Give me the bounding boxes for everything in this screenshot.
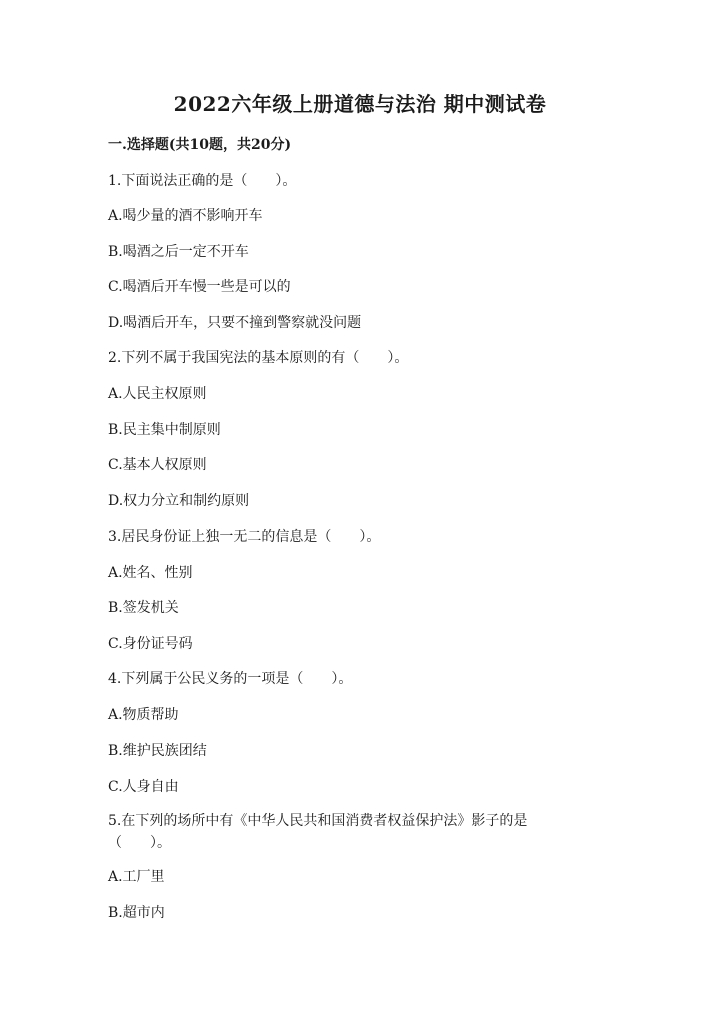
page-title: 2022六年级上册道德与法治 期中测试卷 bbox=[173, 92, 547, 116]
question-stem: 3.居民身份证上独一无二的信息是（ ）。 bbox=[108, 529, 381, 545]
answer-option: B.超市内 bbox=[108, 905, 165, 921]
question-stem: 4.下列属于公民义务的一项是（ ）。 bbox=[108, 671, 353, 687]
answer-option: D.喝酒后开车，只要不撞到警察就没问题 bbox=[108, 315, 362, 331]
answer-option: C.身份证号码 bbox=[108, 636, 193, 652]
answer-option: A.姓名、性别 bbox=[108, 565, 193, 581]
answer-option: B.签发机关 bbox=[108, 600, 179, 616]
section-heading: 一.选择题(共10题，共20分) bbox=[108, 137, 292, 153]
answer-option: A.人民主权原则 bbox=[108, 386, 207, 402]
question-stem: 1.下面说法正确的是（ ）。 bbox=[108, 173, 297, 189]
answer-option: A.工厂里 bbox=[108, 869, 165, 885]
question-stem: 2.下列不属于我国宪法的基本原则的有（ ）。 bbox=[108, 350, 409, 366]
answer-option: D.权力分立和制约原则 bbox=[108, 493, 250, 509]
question-stem: 5.在下列的场所中有《中华人民共和国消费者权益保护法》影子的是（ ）。 bbox=[108, 813, 528, 851]
answer-option: C.基本人权原则 bbox=[108, 457, 207, 473]
answer-option: B.喝酒之后一定不开车 bbox=[108, 244, 249, 260]
answer-option: B.民主集中制原则 bbox=[108, 422, 221, 438]
answer-option: C.喝酒后开车慢一些是可以的 bbox=[108, 279, 291, 295]
answer-option: A.物质帮助 bbox=[108, 707, 179, 723]
answer-option: C.人身自由 bbox=[108, 779, 179, 795]
answer-option: B.维护民族团结 bbox=[108, 743, 207, 759]
answer-option: A.喝少量的酒不影响开车 bbox=[108, 208, 263, 224]
